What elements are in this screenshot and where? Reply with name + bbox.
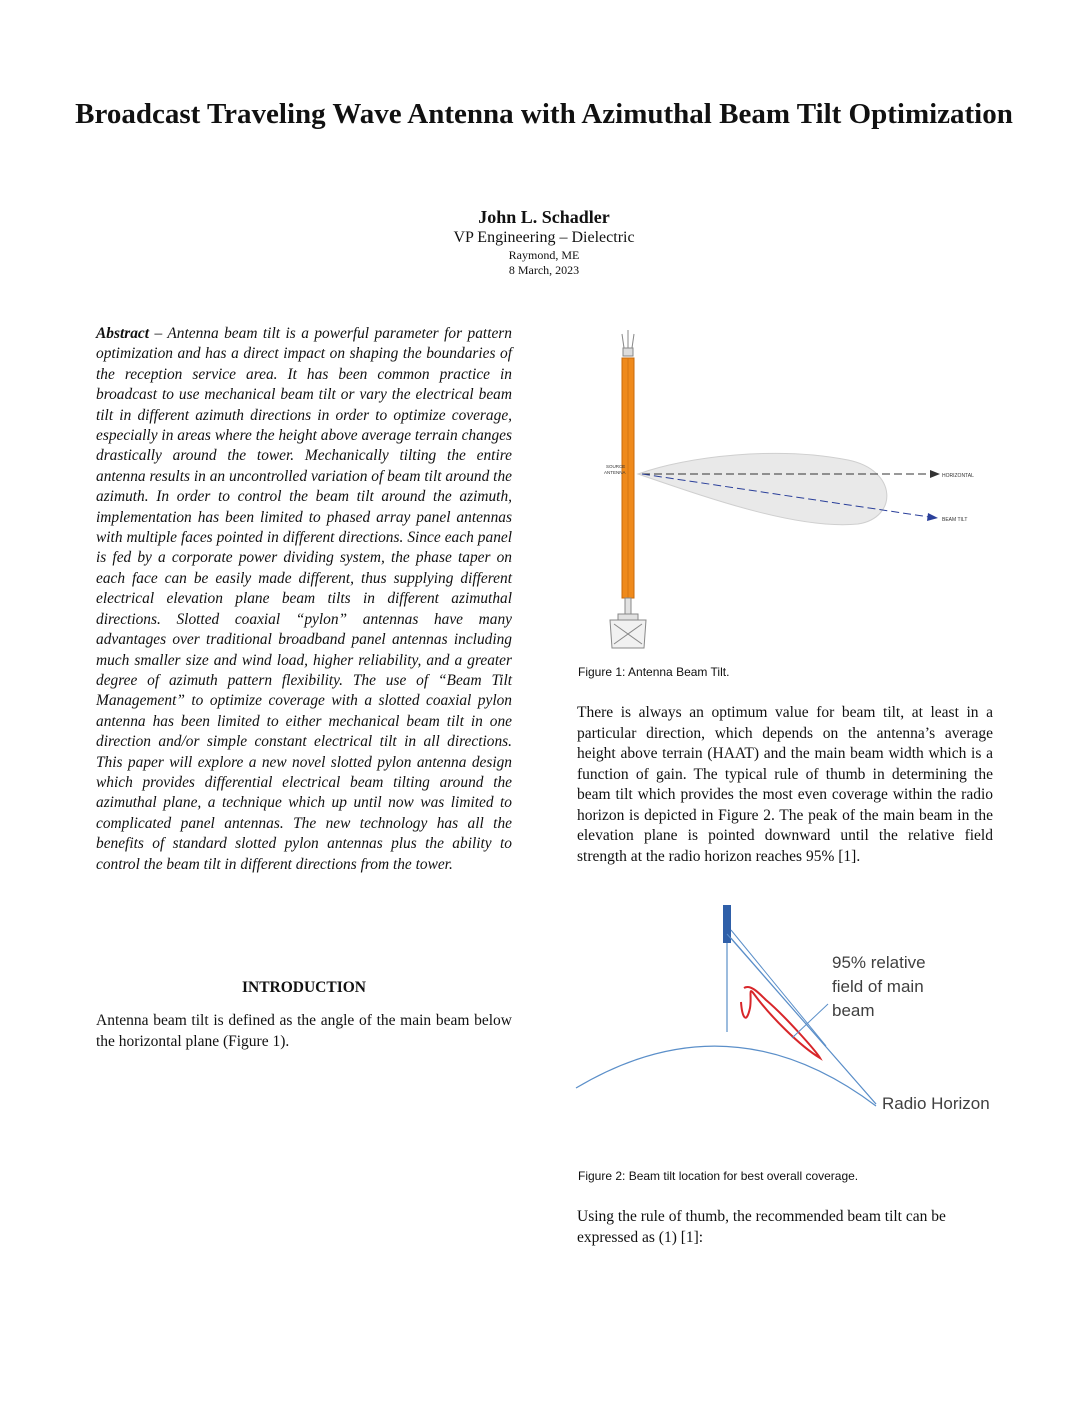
callout-pointer [792, 1004, 828, 1038]
label-antenna: ANTENNA [604, 470, 626, 475]
section-heading-introduction: INTRODUCTION [241, 979, 366, 996]
figure-2-caption: Figure 2: Beam tilt location for best overall coverage. [578, 1169, 859, 1183]
horizontal-arrowhead [930, 470, 940, 478]
label-95-line-3: beam [832, 1001, 875, 1020]
antenna-base [610, 598, 646, 648]
label-95-line-2: field of main [832, 977, 924, 996]
label-beam-tilt: BEAM TILT [942, 517, 968, 523]
beam-tilt-arrowhead [927, 513, 938, 521]
beam-lobe [638, 453, 887, 524]
author-date: 8 March, 2023 [508, 263, 580, 277]
paragraph-optimum-beam-tilt: There is always an optimum value for beam tilt, at least in a particular direction, which depends on the antenna’s average height above terrain (HAAT) and the main beam width which is a function of gain. The typical rule of thumb in determining the beam tilt which provides the most even coverage within the radio horizon is depicted in Figure 2. The peak of the main beam in the elevation plane is pointed downward until the relative field strength at the radio horizon reaches 95% [1]. [577, 704, 993, 865]
paragraph-rule-of-thumb: Using the rule of thumb, the recommended beam tilt can be expressed as (1) [1]: [577, 1208, 946, 1246]
paper-title: Broadcast Traveling Wave Antenna with Azimuthal Beam Tilt Optimization [75, 98, 1013, 130]
figure-2-beam-tilt-coverage [570, 896, 1010, 1126]
abstract-lead: Abstract [96, 325, 150, 342]
earth-surface-curve [576, 1046, 876, 1106]
author-location: Raymond, ME [508, 248, 580, 262]
label-95-line-1: 95% relative [832, 953, 926, 972]
introduction-paragraph: Antenna beam tilt is defined as the angle of the main beam below the horizontal plane (Figure 1). [96, 1012, 512, 1050]
figure-1-caption: Figure 1: Antenna Beam Tilt. [578, 665, 730, 679]
figure-1-antenna-beam-tilt [578, 328, 988, 658]
author-block [0, 206, 1088, 278]
author-name: John L. Schadler [478, 207, 610, 227]
abstract-text: – Antenna beam tilt is a powerful parameter for pattern optimization and has a direct impact on shaping the boundaries of the reception service area. It has been common practice in broadcast to use mechanical beam tilt or vary the electrical beam tilt in different azimuth directions in order to optimize coverage, especially in areas where the height above average terrain changes drastically around the tower. Mechanically tilting the entire antenna results in an uncontrolled variation of beam tilt around the azimuth. In order to control the beam tilt around the azimuth, implementation has been limited to phased array panel antennas with multiple faces pointed in different directions. Since each panel is fed by a corporate power dividing system, the phase taper on each face can be easily made different, thus supplying different electrical elevation plane beam tilts in different azimuthal directions. Slotted coaxial “pylon” antennas have many advantages over traditional broadband panel antennas including much smaller size and wind load, higher reliability, and a greater degree of azimuth pattern flexibility. The use of “Beam Tilt Management” to optimize coverage with a slotted coaxial pylon antenna has been limited to either mechanical beam tilt in one direction and/or simple constant electrical tilt in all directions. This paper will explore a new novel slotted pylon antenna design which provides differential electrical beam tilting around the azimuthal plane, a technique which up until now was limited to complicated panel antennas. The new technology has all the benefits of standard slotted pylon antennas plus the ability to control the beam tilt in different directions from the tower. [96, 325, 512, 873]
label-radio-horizon: Radio Horizon [882, 1094, 990, 1113]
author-role: VP Engineering – Dielectric [453, 229, 635, 246]
label-horizontal: HORIZONTAL [942, 473, 974, 479]
antenna-top-ornament [622, 330, 634, 356]
label-source: SOURCE [606, 464, 626, 469]
abstract [96, 324, 512, 875]
